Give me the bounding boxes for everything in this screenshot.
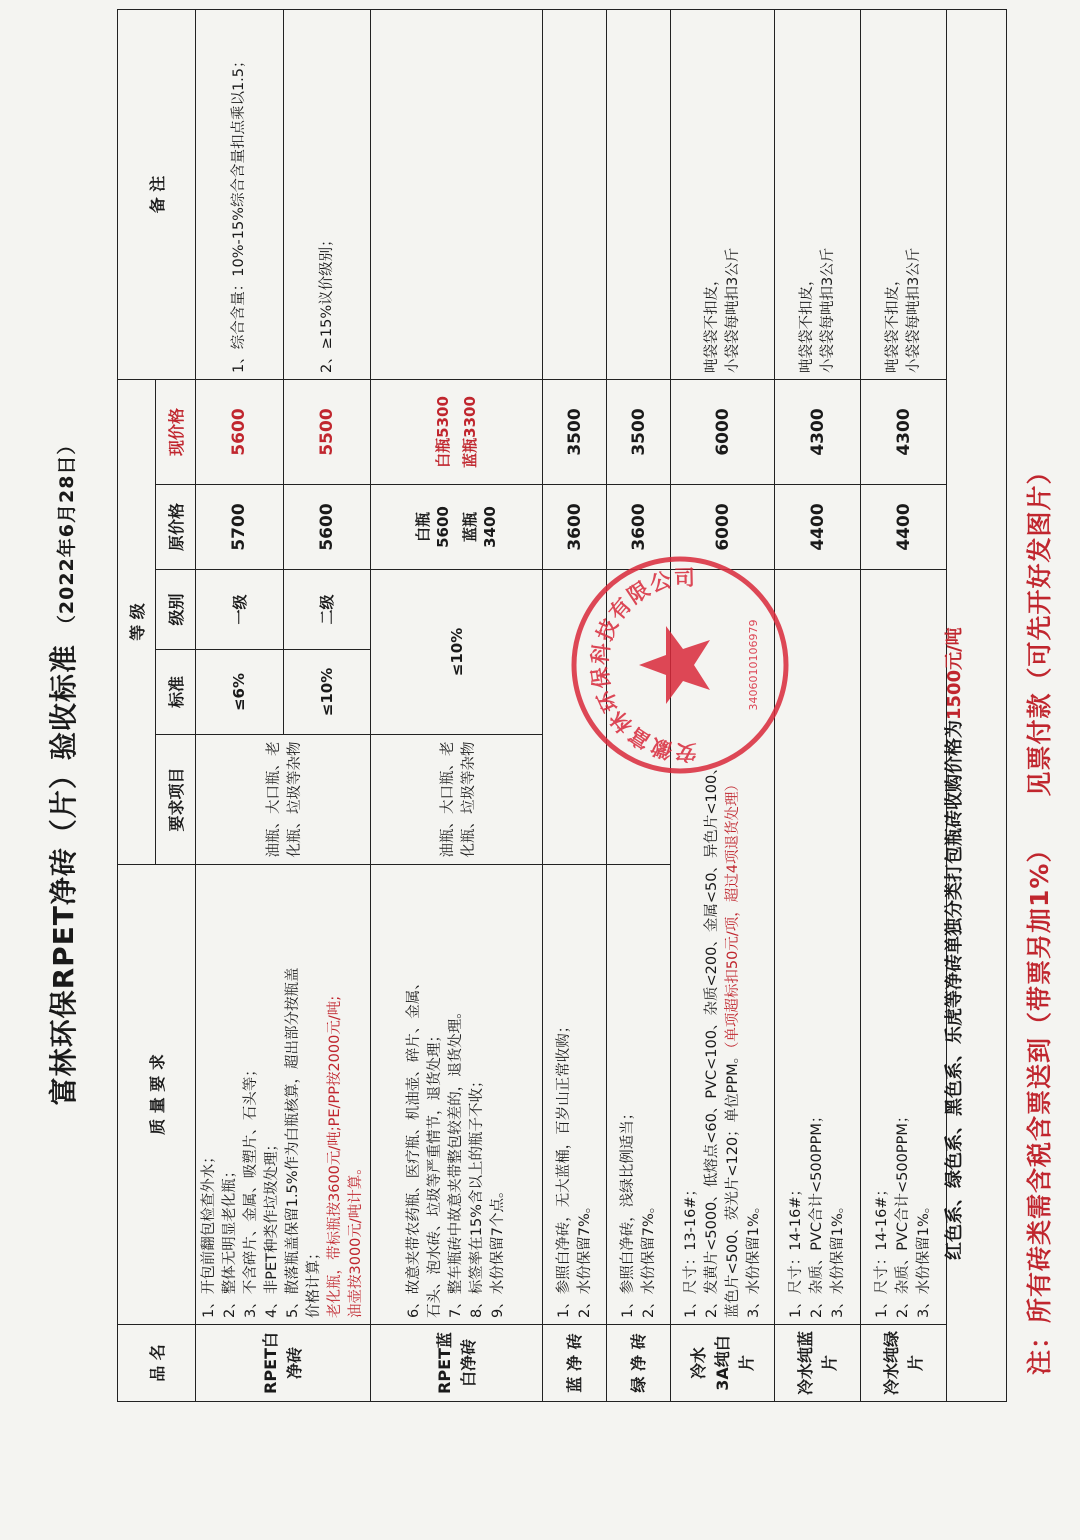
req-line: 1、参照白净砖，浅绿比例适当； <box>619 1105 636 1318</box>
req-items-white: 油瓶、大口瓶、老化瓶、垃圾等杂物 <box>196 735 371 865</box>
quality-req-white <box>196 865 371 1325</box>
remarks-cold3a <box>671 9 775 379</box>
cur-price-blue <box>371 379 543 484</box>
product-name-cold3a <box>671 1325 775 1402</box>
req-line: 7、整车瓶砖中故意夹带整包较差的，退货处理。 <box>448 1004 465 1318</box>
remark-line: 小袋袋每吨扣3公斤 <box>724 247 741 373</box>
table-row-cold-green <box>861 9 947 1401</box>
table-row-blue <box>371 9 543 1401</box>
name-line: 冷水 <box>688 1347 708 1380</box>
remarks-white-2: 2、≥15%议价级别； <box>283 9 371 379</box>
seal-name-text: 安徽富林环保科技有限公司 <box>586 564 697 766</box>
remarks-blue <box>371 9 543 379</box>
req-line: 1、开包前翻包检查外水； <box>201 1149 217 1318</box>
quality-req-cold-green <box>861 570 947 1325</box>
cur-price-cold-green: 4300 <box>861 379 947 484</box>
name-line: 3A纯白片 <box>712 1335 756 1391</box>
cur-blue: 蓝瓶3300 <box>460 396 479 468</box>
footer-colors-line <box>940 0 966 1260</box>
title-date: （2022年6月28日） <box>56 434 78 635</box>
orig-price-cold-green: 4400 <box>861 485 947 570</box>
footer-note <box>1020 15 1056 1375</box>
remarks-white-1: 1、综合含量：10%-15%综合含量扣点乘以1.5； <box>196 9 284 379</box>
req-line: 8、标签率在15%含以上的瓶子不收； <box>469 1073 486 1318</box>
standard-grade1: ≤6% <box>196 650 284 735</box>
product-name-cold-blue: 冷水纯蓝片 <box>775 1325 861 1402</box>
orig-blue-value: 3400 <box>480 506 499 548</box>
product-name-green-clean: 绿 净 砖 <box>607 1325 671 1402</box>
product-name-white: RPET白净砖 <box>196 1325 371 1402</box>
orig-white-label: 白瓶 <box>414 512 433 543</box>
req-line: 3、水份保留1%。 <box>745 1198 762 1318</box>
product-name-cold-green: 冷水纯绿片 <box>861 1325 947 1402</box>
footer-colors-text: 红色系、绿色系、黑色系、乐虎等净砖单独分类打包瓶砖收购价格为 <box>944 720 965 1260</box>
req-line: 1、尺寸：14-16#； <box>874 1181 891 1318</box>
req-line: 2、整体无明显老化瓶； <box>222 1163 239 1318</box>
req-line: 3、水份保留1%。 <box>830 1198 847 1318</box>
req-line: 1、尺寸：14-16#； <box>788 1181 805 1318</box>
remarks-green-clean <box>607 9 671 379</box>
header-standard: 标准 <box>156 650 196 735</box>
cur-white: 白瓶5300 <box>433 396 452 468</box>
quality-req-blue <box>371 865 543 1325</box>
header-level: 级别 <box>156 570 196 650</box>
orig-price-grade1: 5700 <box>196 485 284 570</box>
orig-price-blue <box>371 485 543 570</box>
level-grade2: 二级 <box>283 570 371 650</box>
remark-line: 吨袋袋不扣皮， <box>704 271 721 373</box>
product-name-blue-clean: 蓝 净 砖 <box>543 1325 607 1402</box>
req-line: 4、非PET种类作垃圾处理； <box>264 1137 281 1318</box>
req-line: 5、散落瓶盖保留1.5%作为白瓶核算，超出部分按瓶盖 <box>285 967 302 1318</box>
req-line: 2、水份保留7%。 <box>640 1198 657 1318</box>
standard-grade2: ≤10% <box>283 650 371 735</box>
cur-price-cold3a: 6000 <box>671 379 775 484</box>
seal-number-text: 3406010106979 <box>747 619 760 711</box>
header-cur-price: 现价格 <box>156 379 196 484</box>
remarks-cold-green <box>861 9 947 379</box>
req-line: 2、发黄片<5000、低熔点<60、PVC<100、杂质<200、金属<50、异色片<100、 <box>703 760 720 1318</box>
orig-price-green-clean: 3600 <box>607 485 671 570</box>
cur-price-cold-blue: 4300 <box>775 379 861 484</box>
req-line: 3、水份保留1%。 <box>916 1198 933 1318</box>
req-line: 9、水份保留7个点。 <box>490 1183 507 1318</box>
req-line-red: （单项超标扣50元/项，超过4项退货处理） <box>724 777 741 1049</box>
req-line-red: 老化瓶，带标瓶按3600元/吨;PE/PP按2000元/吨; <box>327 995 344 1318</box>
remark-line: 吨袋袋不扣皮， <box>885 271 902 373</box>
header-grade-group: 等 级 <box>118 379 156 864</box>
req-line: 价格计算； <box>306 1245 323 1318</box>
cur-price-blue-clean: 3500 <box>543 379 607 484</box>
quality-req-blue-clean <box>543 865 607 1325</box>
footer-note-suffix: 见票付款（可先开好发图片） <box>1025 458 1054 797</box>
orig-price-grade2: 5600 <box>283 485 371 570</box>
req-line: 1、尺寸：13-16#； <box>682 1181 699 1318</box>
standard-blue: ≤10% <box>371 570 543 735</box>
document-title <box>42 120 82 1420</box>
header-name: 品 名 <box>118 1325 196 1402</box>
req-line: 2、水份保留7%。 <box>576 1198 593 1318</box>
req-items-blue: 油瓶、大口瓶、老化瓶、垃圾等杂物 <box>371 735 543 865</box>
cur-price-green-clean: 3500 <box>607 379 671 484</box>
cur-price-grade1: 5600 <box>196 379 284 484</box>
req-line: 蓝色片<500、荧光片<120；单位PPM。 <box>724 1048 741 1318</box>
product-name-blue: RPET蓝白净砖 <box>371 1325 543 1402</box>
header-req-items: 要求项目 <box>156 735 196 865</box>
footer-note-prefix: 注：所有砖类需含税含票送到（带票另加1%） <box>1025 836 1054 1375</box>
footer-colors-price: 1500元/吨 <box>944 627 965 720</box>
title-text: 富林环保RPET净砖（片）验收标准 <box>47 644 80 1106</box>
req-line: 石头、泡水砖、垃圾等严重情节，退货处理； <box>427 1028 444 1318</box>
orig-price-cold3a: 6000 <box>671 485 775 570</box>
orig-price-cold-blue: 4400 <box>775 485 861 570</box>
remark-line: 吨袋袋不扣皮， <box>799 271 816 373</box>
seal-star-icon <box>639 626 710 704</box>
req-line: 3、不含碎片、金属、吸塑片、石头等； <box>243 1062 260 1318</box>
cur-price-grade2: 5500 <box>283 379 371 484</box>
remarks-blue-clean <box>543 9 607 379</box>
header-row-1 <box>118 9 156 1401</box>
quality-req-green-clean <box>607 865 671 1325</box>
remark-line: 小袋袋每吨扣3公斤 <box>905 247 922 373</box>
req-line-red: 油壶按3000元/吨计算。 <box>348 1160 365 1318</box>
header-remarks: 备 注 <box>118 9 196 379</box>
remarks-cold-blue <box>775 9 861 379</box>
level-grade1: 一级 <box>196 570 284 650</box>
header-quality: 质 量 要 求 <box>118 865 196 1325</box>
acceptance-standard-table <box>117 9 1007 1402</box>
header-orig-price: 原价格 <box>156 485 196 570</box>
req-line: 2、杂质、PVC合计<500PPM； <box>809 1108 826 1318</box>
req-line: 1、参照白净砖，无大蓝桶，百岁山正常收购； <box>555 1018 572 1318</box>
req-line: 6、故意夹带农药瓶、医疗瓶、机油壶、碎片、金属、 <box>406 975 423 1318</box>
req-line: 2、杂质、PVC合计<500PPM； <box>895 1108 912 1318</box>
table-row-white-1 <box>196 9 284 1401</box>
company-seal-stamp <box>565 550 795 780</box>
remark-line: 小袋袋每吨扣3公斤 <box>819 247 836 373</box>
orig-price-blue-clean: 3600 <box>543 485 607 570</box>
orig-white-value: 5600 <box>434 506 453 548</box>
orig-blue-label: 蓝瓶 <box>460 512 479 543</box>
